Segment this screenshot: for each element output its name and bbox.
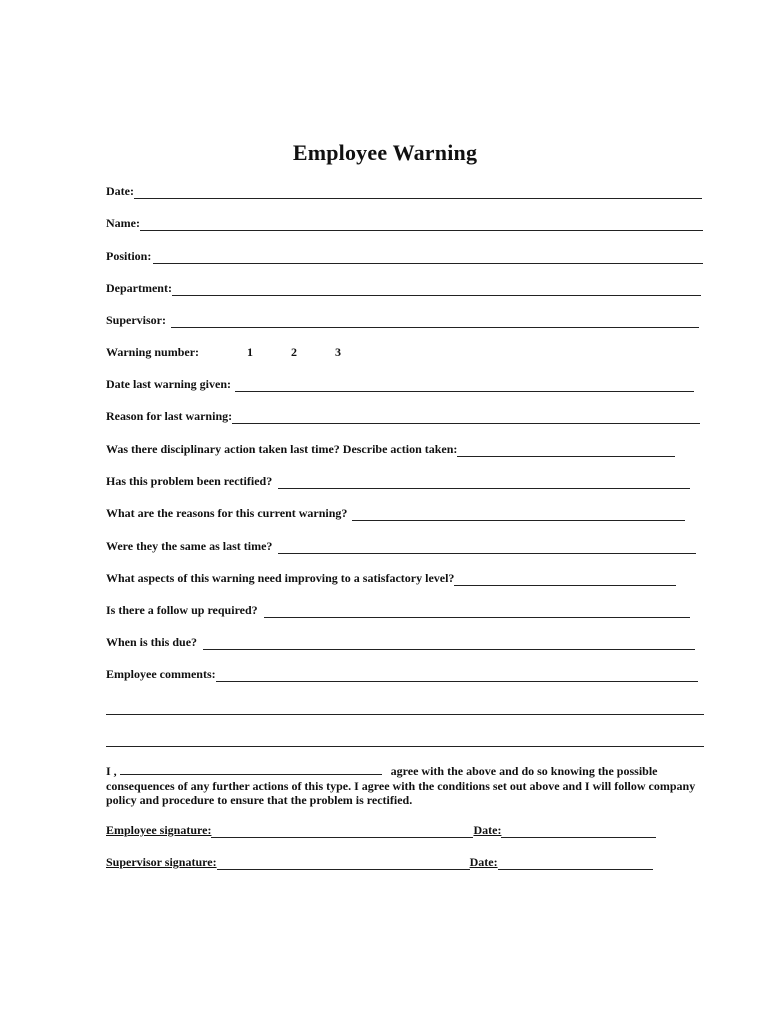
warning-number-row (106, 344, 360, 360)
supervisor-signature-label: Supervisor signature: (106, 855, 217, 869)
reason-last-warning-row (106, 408, 700, 424)
date-last-warning-row (106, 376, 694, 392)
warning-option-3[interactable]: 3 (335, 345, 341, 359)
employee-comments-field[interactable] (216, 669, 698, 682)
follow-up-row (106, 602, 690, 618)
current-reasons-row (106, 505, 685, 521)
warning-number-options (228, 345, 360, 360)
follow-up-field[interactable] (264, 605, 690, 618)
problem-rectified-label: Has this problem been rectified? (106, 474, 273, 488)
disciplinary-action-field[interactable] (457, 444, 675, 457)
supervisor-row (106, 312, 699, 328)
same-as-last-row (106, 538, 696, 554)
same-as-last-label: Were they the same as last time? (106, 539, 273, 553)
employee-signature-field[interactable] (211, 825, 473, 838)
date-last-warning-field[interactable] (235, 379, 694, 392)
supervisor-label: Supervisor: (106, 313, 166, 327)
date-field[interactable] (134, 186, 702, 199)
name-row (106, 215, 703, 231)
current-reasons-field[interactable] (352, 508, 685, 521)
employee-comments-row (106, 666, 698, 682)
position-label: Position: (106, 249, 152, 263)
reason-last-warning-field[interactable] (232, 411, 700, 424)
follow-up-label: Is there a follow up required? (106, 603, 258, 617)
name-label: Name: (106, 216, 140, 230)
date-row (106, 183, 702, 199)
disciplinary-action-row (106, 441, 675, 457)
when-due-row (106, 634, 695, 650)
disciplinary-action-label: Was there disciplinary action taken last time? Describe action taken: (106, 442, 458, 456)
supervisor-field[interactable] (171, 315, 699, 328)
position-field[interactable] (153, 251, 703, 264)
supervisor-date-field[interactable] (498, 857, 653, 870)
employee-date-label: Date: (473, 823, 502, 837)
agreement-paragraph (106, 764, 706, 808)
reason-last-warning-label: Reason for last warning: (106, 409, 233, 423)
comments-extra-line-2[interactable] (106, 734, 704, 747)
date-last-warning-label: Date last warning given: (106, 377, 231, 391)
department-field[interactable] (172, 283, 701, 296)
warning-option-2[interactable]: 2 (291, 345, 297, 359)
aspects-improving-label: What aspects of this warning need improving to a satisfactory level? (106, 571, 455, 585)
problem-rectified-row (106, 473, 690, 489)
current-reasons-label: What are the reasons for this current warning? (106, 506, 348, 520)
same-as-last-field[interactable] (278, 541, 696, 554)
employee-comments-label: Employee comments: (106, 667, 216, 681)
name-field[interactable] (140, 218, 703, 231)
when-due-field[interactable] (203, 637, 695, 650)
comments-extra-line-1[interactable] (106, 702, 704, 715)
page-title: Employee Warning (292, 140, 478, 165)
department-label: Department: (106, 281, 172, 295)
agreement-text: agree with the above and do so knowing the possible consequences of any further actions of this type. I agree with the conditions set out above and I will follow company policy and procedure to ensure that the problem is rectified. (106, 764, 696, 807)
when-due-label: When is this due? (106, 635, 198, 649)
supervisor-signature-row (106, 855, 653, 870)
date-label: Date: (106, 184, 134, 198)
warning-number-label: Warning number: (106, 345, 200, 359)
employee-signature-label: Employee signature: (106, 823, 212, 837)
employee-date-field[interactable] (501, 825, 656, 838)
supervisor-signature-field[interactable] (217, 857, 470, 870)
comments-extra-row-2 (106, 731, 704, 747)
warning-option-1[interactable]: 1 (247, 345, 253, 359)
problem-rectified-field[interactable] (278, 476, 690, 489)
department-row (106, 280, 701, 296)
agreement-prefix: I , (106, 764, 117, 778)
agreement-name-field[interactable] (120, 764, 382, 775)
aspects-improving-row (106, 570, 676, 586)
aspects-improving-field[interactable] (454, 573, 676, 586)
supervisor-date-label: Date: (469, 855, 498, 869)
employee-signature-row (106, 823, 656, 838)
position-row (106, 248, 703, 264)
comments-extra-row-1 (106, 699, 704, 715)
